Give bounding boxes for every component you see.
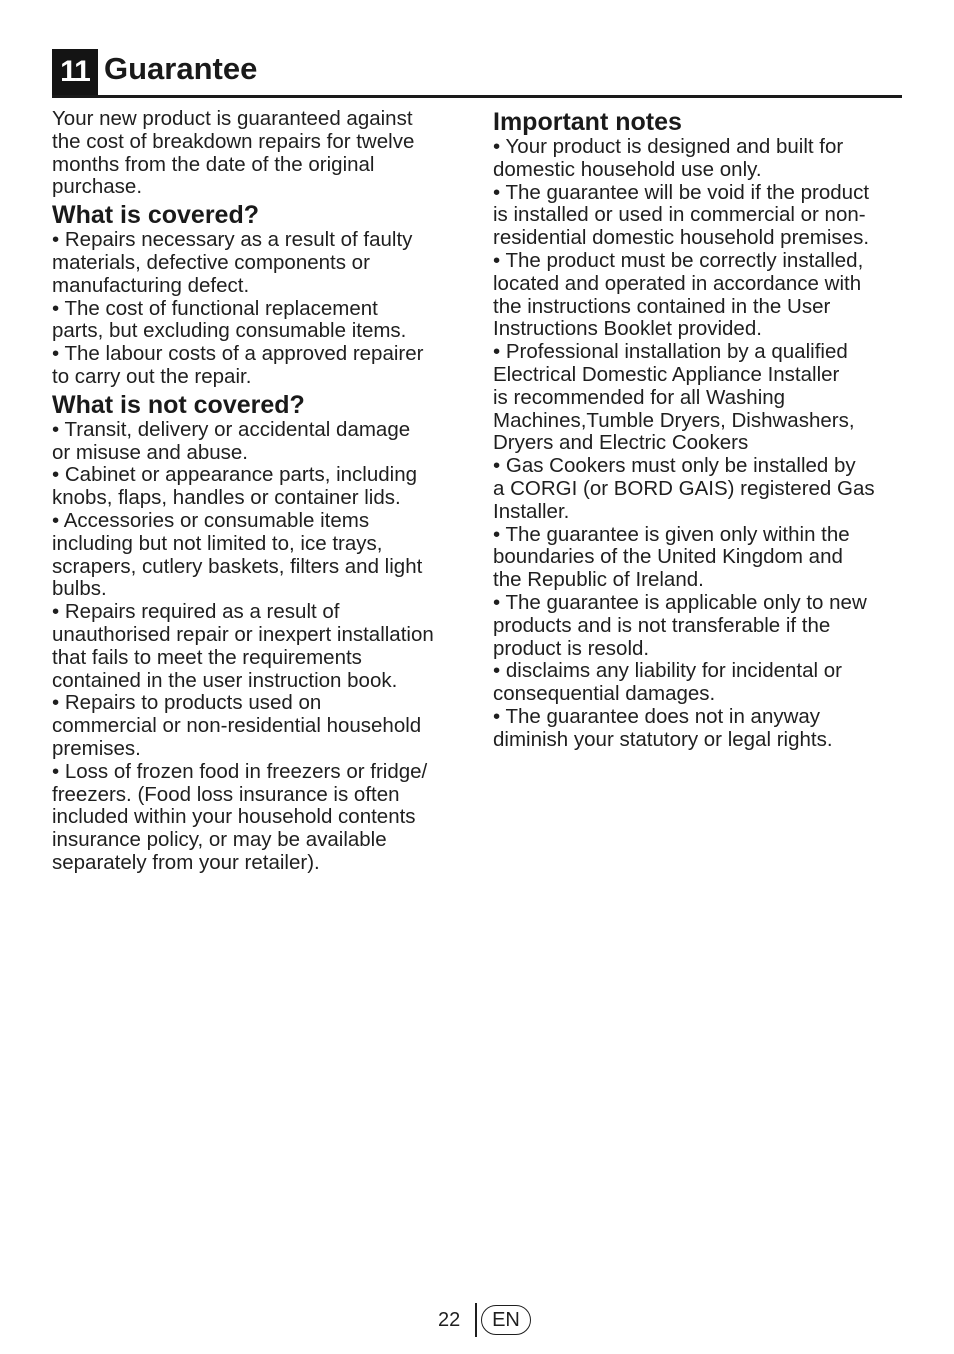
important-notes-heading: Important notes xyxy=(493,108,682,136)
text-line: Machines,Tumble Dryers, Dishwashers, xyxy=(493,408,855,432)
text-line: • Repairs necessary as a result of faulty xyxy=(52,228,413,252)
text-line: • The guarantee is given only within the xyxy=(493,522,850,546)
text-line: • The labour costs of a approved repairer xyxy=(52,342,424,366)
text-line: • Loss of frozen food in freezers or fridge/ xyxy=(52,759,428,783)
text-line: insurance policy, or may be available xyxy=(52,828,387,852)
text-line: Instructions Booklet provided. xyxy=(493,317,762,341)
what-is-not-covered-heading: What is not covered? xyxy=(52,390,305,419)
text-line: bulbs. xyxy=(52,577,107,601)
chapter-number-badge: 11 xyxy=(52,49,98,95)
text-line: Installer. xyxy=(493,499,570,523)
text-line: to carry out the repair. xyxy=(52,364,252,388)
text-line: • The cost of functional replacement xyxy=(52,296,378,320)
left-column xyxy=(52,108,467,875)
text-line: diminish your statutory or legal rights. xyxy=(493,727,833,751)
text-line: the instructions contained in the User xyxy=(493,294,831,318)
text-line: scrapers, cutlery baskets, filters and light xyxy=(52,554,423,578)
text-line: months from the date of the original xyxy=(52,152,375,176)
text-line: Dryers and Electric Cookers xyxy=(493,431,749,455)
text-line: • The guarantee is applicable only to new xyxy=(493,590,867,614)
text-line: unauthorised repair or inexpert installation xyxy=(52,622,434,646)
right-column xyxy=(493,108,908,752)
page-number: 22 xyxy=(438,1309,461,1331)
text-line: Electrical Domestic Appliance Installer xyxy=(493,362,840,386)
text-line: • Professional installation by a qualified xyxy=(493,340,848,364)
section-header xyxy=(52,49,902,98)
page-footer xyxy=(0,1303,954,1337)
text-line: • Accessories or consumable items xyxy=(52,508,370,532)
text-line: freezers. (Food loss insurance is often xyxy=(52,782,400,806)
intro-paragraph xyxy=(52,108,467,199)
text-line: products and is not transferable if the xyxy=(493,613,831,637)
text-line: • Gas Cookers must only be installed by xyxy=(493,454,856,478)
text-line: including but not limited to, ice trays, xyxy=(52,531,383,555)
text-line: included within your household contents xyxy=(52,805,416,829)
text-line: residential domestic household premises. xyxy=(493,226,870,250)
language-badge: EN xyxy=(481,1305,531,1335)
text-line: manufacturing defect. xyxy=(52,273,250,297)
what-is-not-covered-list xyxy=(52,419,467,875)
footer-divider xyxy=(475,1303,477,1337)
text-line: premises. xyxy=(52,736,141,760)
text-line: consequential damages. xyxy=(493,682,716,706)
text-line: product is resold. xyxy=(493,636,650,660)
text-line: materials, defective components or xyxy=(52,250,370,274)
text-line: or misuse and abuse. xyxy=(52,440,249,464)
text-line: located and operated in accordance with xyxy=(493,271,862,295)
text-line: commercial or non-residential household xyxy=(52,714,422,738)
text-line: a CORGI (or BORD GAIS) registered Gas xyxy=(493,476,875,500)
text-line: • The guarantee will be void if the product xyxy=(493,180,870,204)
page-title: Guarantee xyxy=(104,51,258,86)
text-line: domestic household use only. xyxy=(493,157,762,181)
text-line: the cost of breakdown repairs for twelve xyxy=(52,129,415,153)
text-line: • The guarantee does not in anyway xyxy=(493,704,821,728)
what-is-covered-list xyxy=(52,229,467,389)
text-line: • Repairs to products used on xyxy=(52,691,322,715)
text-line: purchase. xyxy=(52,175,143,199)
text-line: • Transit, delivery or accidental damage xyxy=(52,417,411,441)
text-line: contained in the user instruction book. xyxy=(52,668,398,692)
text-line: parts, but excluding consumable items. xyxy=(52,319,407,343)
text-line: boundaries of the United Kingdom and xyxy=(493,545,843,569)
text-line: • disclaims any liability for incidental or xyxy=(493,659,842,683)
text-line: knobs, flaps, handles or container lids. xyxy=(52,486,401,510)
text-line: • Cabinet or appearance parts, including xyxy=(52,463,418,487)
text-line: is recommended for all Washing xyxy=(493,385,786,409)
important-notes-list xyxy=(493,136,908,752)
text-line: • Repairs required as a result of xyxy=(52,600,340,624)
text-line: that fails to meet the requirements xyxy=(52,645,362,669)
text-line: Your new product is guaranteed against xyxy=(52,107,413,130)
text-line: • Your product is designed and built for xyxy=(493,135,844,158)
text-line: is installed or used in commercial or non- xyxy=(493,203,866,227)
text-line: the Republic of Ireland. xyxy=(493,568,704,592)
text-line: separately from your retailer). xyxy=(52,850,320,874)
text-line: • The product must be correctly installed, xyxy=(493,248,864,272)
what-is-covered-heading: What is covered? xyxy=(52,201,259,230)
